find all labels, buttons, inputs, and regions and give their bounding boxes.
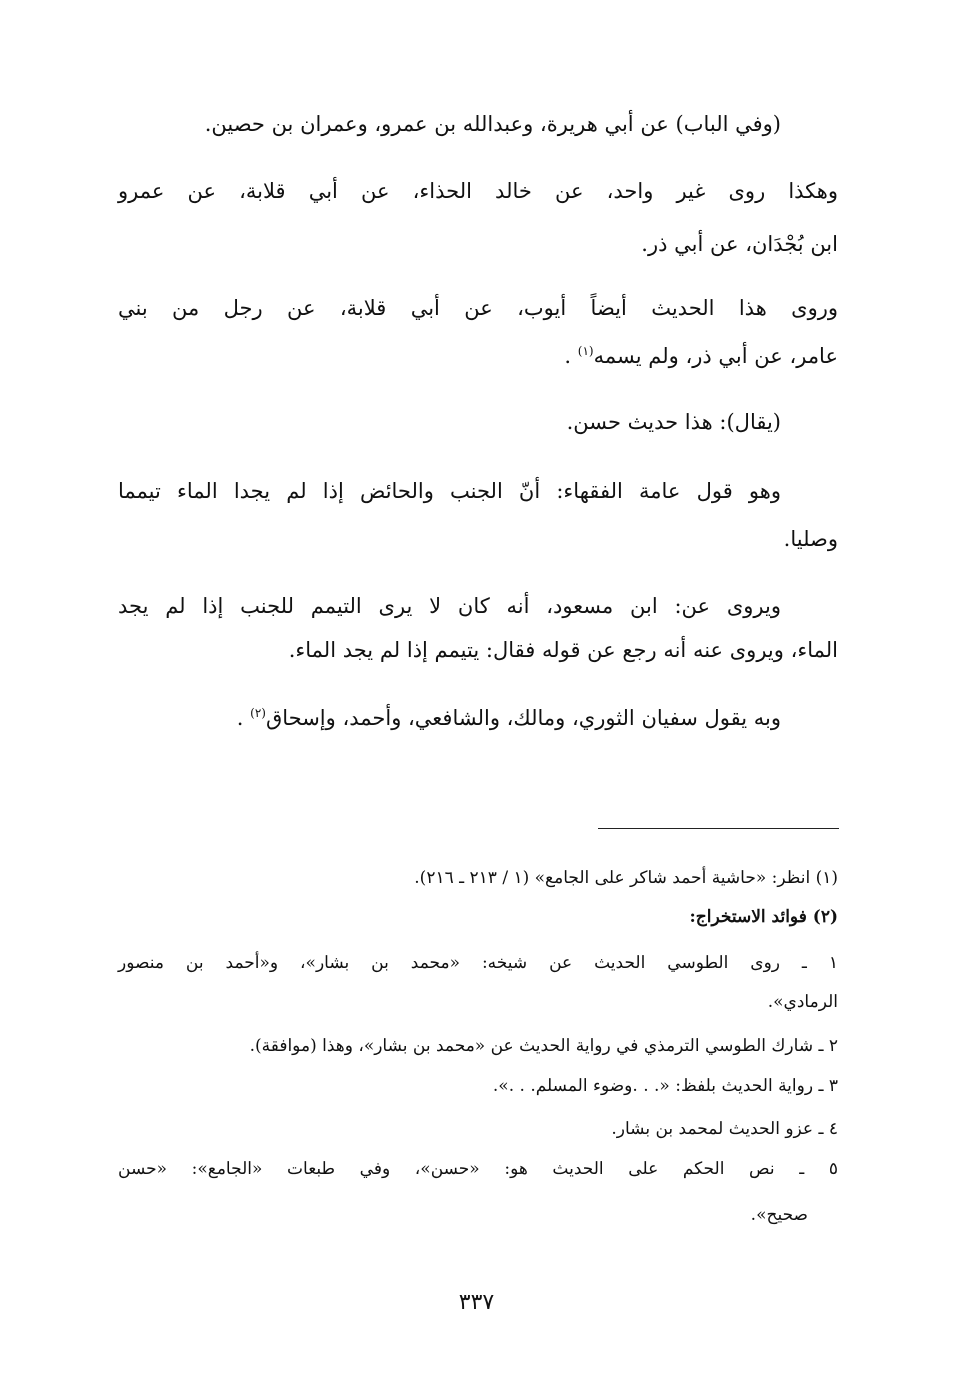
footnote-item-2: ٢ ـ شارك الطوسي الترمذي في رواية الحديث عن «محمد بن بشار»، وهذا (موافقة). (249, 1036, 838, 1056)
paragraph-bab: (وفي الباب) عن أبي هريرة، وعبدالله بن عمرو، وعمران بن حصين. (204, 112, 781, 136)
paragraph-rawa-line-2: ابن بُجْدَان، عن أبي ذر. (641, 232, 838, 256)
footnote-2-heading: (٢) فوائد الاستخراج: (689, 907, 838, 927)
footnote-item-3: ٣ ـ رواية الحديث بلفظ: «. . .وضوء المسلم. . .». (492, 1076, 838, 1096)
footnote-item-1-line-1: ١ ـ روى الطوسي الحديث عن شيخه: «محمد بن بشار»، و«أحمد بن منصور (118, 953, 838, 973)
paragraph-yuqal: (يقال): هذا حديث حسن. (566, 410, 781, 434)
footnote-item-4: ٤ ـ عزو الحديث لمحمد بن بشار. (611, 1119, 838, 1139)
paragraph-ayyub-line-1: وروى هذا الحديث أيضاً أيوب، عن أبي قلابة، عن رجل من بني (118, 296, 838, 320)
footnote-1: (١) انظر: «حاشية أحمد شاكر على الجامع» (١ / ٢١٣ ـ ٢١٦). (414, 868, 838, 888)
paragraph-masud-line-1: ويروى عن: ابن مسعود، أنه كان لا يرى التيمم للجنب إذا لم يجد (118, 594, 781, 618)
paragraph-scholars-end: . (236, 706, 251, 730)
paragraph-fuqaha-line-1: وهو قول عامة الفقهاء: أنّ الجنب والحائض إذا لم يجدا الماء تيمما (118, 479, 781, 503)
page-number: ٣٣٧ (458, 1290, 495, 1315)
footnote-item-1-line-2: الرمادي». (767, 992, 838, 1012)
footnote-item-5-line-2: صحيح». (750, 1205, 808, 1225)
paragraph-masud-line-2: الماء، ويروى عنه أنه رجع عن قوله فقال: يتيمم إذا لم يجد الماء. (288, 638, 838, 662)
paragraph-ayyub-line-2 (564, 342, 838, 370)
footnote-item-5-line-1: ٥ ـ نص الحكم على الحديث هو: «حسن»، وفي طبعات «الجامع»: «حسن (118, 1159, 838, 1179)
paragraph-rawa-line-1: وهكذا روى غير واحد، عن خالد الحذاء، عن أبي قلابة، عن عمرو (118, 179, 838, 203)
paragraph-fuqaha-line-2: وصليا. (783, 527, 838, 551)
footnote-separator (598, 828, 839, 829)
footnote-ref-1: (١) (577, 344, 594, 358)
footnote-ref-2: (٢) (250, 706, 266, 720)
paragraph-scholars-text: وبه يقول سفيان الثوري، ومالك، والشافعي، وأحمد، وإسحاق (265, 706, 781, 730)
paragraph-scholars (237, 704, 781, 732)
paragraph-ayyub-end: . (564, 344, 578, 368)
paragraph-ayyub-text: عامر، عن أبي ذر، ولم يسمه (593, 344, 838, 368)
